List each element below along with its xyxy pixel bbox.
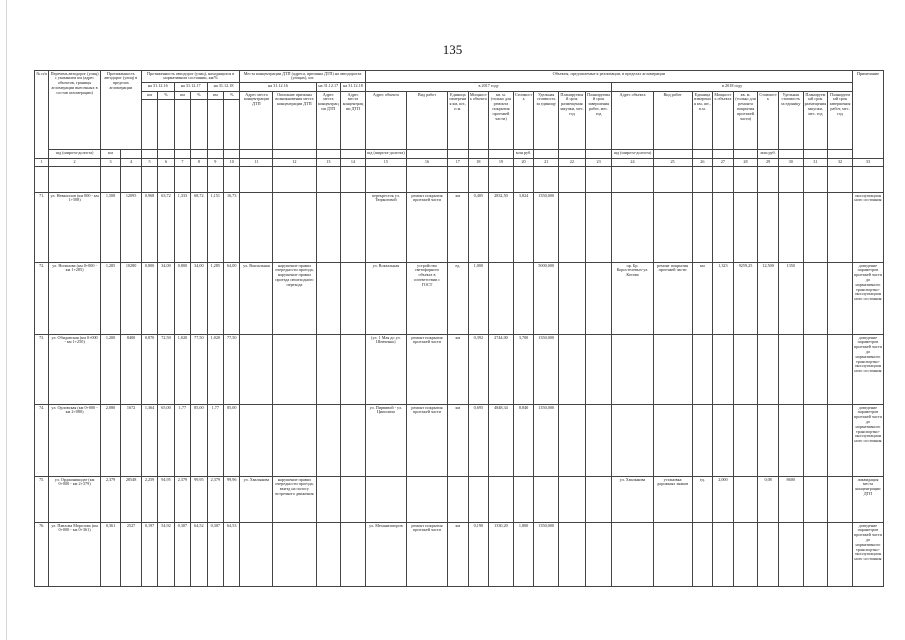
cell-v8: 99,95: [191, 477, 207, 523]
table-cell: [273, 405, 316, 477]
header-km-9: км: [207, 92, 223, 100]
header-dtp-address-2018: Адрес места концентрации ДТП: [341, 92, 366, 150]
cell-work: ремонт покрытия проезжей части: [406, 405, 447, 477]
cell-v5: 0,197: [141, 523, 157, 587]
cell-road: ул. Павлова Морозова (км 0+000 - км 0+361): [49, 523, 100, 587]
cell-dtp-reason: нарушение правил очередности проезда, выезд на полосу встречного движения: [273, 477, 316, 523]
cell-note: эксплуатационного состояния: [852, 193, 883, 263]
col-num: 4: [121, 159, 142, 167]
header-dtp-2016: на 31.12.16: [240, 83, 316, 92]
table-cell: [733, 477, 758, 523]
cell-work2018: ремонт покрытия проезжей части: [653, 263, 692, 335]
table-cell: [803, 193, 828, 263]
header-cost: Стоимость: [513, 92, 534, 150]
table-cell: [803, 477, 828, 523]
cell-v7: 2,379: [174, 477, 190, 523]
cell-power2018: 2,000: [713, 477, 734, 523]
cell-len: 1,285: [100, 263, 121, 335]
page-number: 135: [442, 42, 463, 57]
col-num: 2: [49, 159, 100, 167]
col-num: 10: [224, 159, 240, 167]
cell-power2018: 1,323: [713, 263, 734, 335]
cell-v10: 99,96: [224, 477, 240, 523]
cell-cost: 8,840: [513, 405, 534, 477]
table-cell: [758, 335, 779, 405]
cell-power: 0,392: [468, 335, 489, 405]
cell-v9: 1,285: [207, 263, 223, 335]
cell-v5: 0,870: [141, 335, 157, 405]
table-cell: [653, 523, 692, 587]
header-coord: шд (широта-долгота): [49, 150, 100, 159]
table-cell: [316, 263, 341, 335]
table-cell: [758, 193, 779, 263]
table-cell: [828, 263, 853, 335]
cell-unitcost: 5000,000: [534, 263, 559, 335]
header-note: Примечание: [852, 71, 883, 159]
cell-unitcost: 1350,000: [534, 523, 559, 587]
cell-v6: 63,72: [158, 193, 174, 263]
table-cell: [316, 335, 341, 405]
table-cell: [778, 335, 803, 405]
cell-work2018: установка дорожных знаков: [653, 477, 692, 523]
header-tender-date: Планируемый срок размещения закупки, мес. год: [558, 92, 585, 150]
table-cell: [341, 477, 366, 523]
table-cell: [341, 335, 366, 405]
table-cell: [828, 523, 853, 587]
header-objects: Объекты, предлагаемые к реализации, в пределах агломерации: [365, 71, 852, 83]
header-sqm: кв. м. (только для ремонта покрытия проезжей части): [489, 92, 514, 150]
cell-v10: 77,50: [224, 335, 240, 405]
cell-v10: 85,00: [224, 405, 240, 477]
cell-v9: 0,307: [207, 523, 223, 587]
cell-v10: 64,00: [224, 263, 240, 335]
header-power-2018: Мощность объекта: [713, 92, 734, 150]
cell-note: доведение параметров проезжей части до нормативного транспортно-эксплуатационного состояния: [852, 263, 883, 335]
header-row-5: [35, 150, 884, 159]
table-cell: [692, 193, 713, 263]
table-cell: [240, 523, 273, 587]
cell-n: 73.: [35, 335, 49, 405]
table-cell: [558, 193, 585, 263]
table-cell: [273, 335, 316, 405]
header-at-2018: на 31.12.18: [207, 83, 240, 92]
cell-unit: ед.: [448, 263, 469, 335]
col-num: 13: [316, 159, 341, 167]
col-num: 22: [558, 159, 585, 167]
header-dtp: Места концентрации ДТП (адреса, причины ДТП) на автодорогах (улицах), шт.: [240, 71, 365, 83]
col-num: 33: [852, 159, 883, 167]
col-num: 3: [100, 159, 121, 167]
cell-v9: 1,151: [207, 193, 223, 263]
table-cell: [733, 405, 758, 477]
cell-unit2018: км: [692, 263, 713, 335]
col-num: 28: [733, 159, 758, 167]
cell-road: ул. Орловская (км 0+000 - км 2+080): [49, 405, 100, 477]
table-cell: [803, 523, 828, 587]
cell-addr2018: ул. Хвалыкова: [612, 477, 653, 523]
cell-unit: км: [448, 405, 469, 477]
table-cell: [240, 335, 273, 405]
table-cell: [558, 335, 585, 405]
cell-work: ремонт покрытия проезжей части: [406, 193, 447, 263]
cell-sqm: 4848,34: [489, 405, 514, 477]
cell-dtp-addr: ул. Хвалыкова: [240, 477, 273, 523]
cell-v7: 1,77: [174, 405, 190, 477]
header-len-km: км: [100, 150, 121, 159]
table-cell: [713, 193, 734, 263]
cell-unit: км: [448, 335, 469, 405]
cell-power: 0,695: [468, 405, 489, 477]
objects-table: [34, 70, 884, 587]
header-unit-cost-2018: Удельная стоимость за единицу: [778, 92, 803, 150]
cell-cost2018: 0,08: [758, 477, 779, 523]
header-dtp-reason: Описание причины возникновения места концентрации ДТП: [273, 92, 316, 150]
cell-v8: 68,72: [191, 193, 207, 263]
table-cell: [341, 193, 366, 263]
cell-cost: 3,700: [513, 335, 534, 405]
cell-v5: 2,259: [141, 477, 157, 523]
cell-v8: 64,52: [191, 523, 207, 587]
cell-v7: 0,307: [174, 523, 190, 587]
cell-v5: 0,800: [141, 263, 157, 335]
cell-unit: км: [448, 523, 469, 587]
table-cell: [240, 405, 273, 477]
cell-sqm2018: 9259,25: [733, 263, 758, 335]
table-cell: [365, 477, 406, 523]
col-num: 11: [240, 159, 273, 167]
header-row-2: [35, 83, 884, 92]
table-cell: [316, 477, 341, 523]
cell-len: 1,200: [100, 335, 121, 405]
cell-note: ликвидация места концентрации ДТП: [852, 477, 883, 523]
cell-n: 75.: [35, 477, 49, 523]
table-cell: [653, 405, 692, 477]
cell-addr: перекресток ул. Тюркоговой: [365, 193, 406, 263]
col-num: 27: [713, 159, 734, 167]
cell-n: 76.: [35, 523, 49, 587]
cell-dtp-addr: ул. Вокзальная: [240, 263, 273, 335]
header-cost-unit-2018: млн руб.: [758, 150, 779, 159]
col-num: 15: [365, 159, 406, 167]
table-cell: [240, 193, 273, 263]
cell-n: 72.: [35, 263, 49, 335]
header-unit-2018: Единица измерения км, шт., п.м.: [692, 92, 713, 150]
col-num: 18: [468, 159, 489, 167]
table-cell: [828, 193, 853, 263]
cell-unitcost2018: 8600: [778, 477, 803, 523]
table-cell: [733, 193, 758, 263]
table-cell: [558, 523, 585, 587]
table-cell: [585, 523, 612, 587]
table-cell: [316, 193, 341, 263]
cell-addr: ул. Пирвивой - ул. Ципилича: [365, 405, 406, 477]
cell-note: доведение параметров проезжей части до нормативного транспортно-эксплуатационного состояния: [852, 523, 883, 587]
table-cell: [316, 405, 341, 477]
table-cell: [534, 477, 559, 523]
cell-v6: 54,92: [158, 523, 174, 587]
col-num: 29: [758, 159, 779, 167]
cell-v10: 16,73: [224, 193, 240, 263]
table-cell: [585, 335, 612, 405]
table-cell: [341, 405, 366, 477]
header-km-5: км: [141, 92, 157, 100]
cell-unit: км: [448, 193, 469, 263]
table-row: [35, 477, 884, 523]
table-cell: [653, 335, 692, 405]
cell-km2: 12095: [121, 193, 142, 263]
table-cell: [406, 477, 447, 523]
table-cell: [273, 523, 316, 587]
table-cell: [828, 477, 853, 523]
table-cell: [692, 335, 713, 405]
document-table-sheet: [34, 70, 884, 625]
cell-cost: 1,800: [513, 523, 534, 587]
col-num: 24: [612, 159, 653, 167]
header-obj-address: Адрес объекта: [365, 92, 406, 150]
header-length: Протяженность автодорог (улиц) в пределах агломерации: [100, 71, 141, 150]
table-cell: [778, 523, 803, 587]
cell-len: 0,361: [100, 523, 121, 587]
cell-v8: 34,00: [191, 263, 207, 335]
cell-road: ул. Орджоникидзе (км 0+000 - км 2+379): [49, 477, 100, 523]
cell-n: 74.: [35, 405, 49, 477]
table-cell: [612, 523, 653, 587]
header-km-7: км: [174, 92, 190, 100]
cell-km2: 8400: [121, 335, 142, 405]
table-cell: [558, 477, 585, 523]
table-cell: [653, 193, 692, 263]
table-cell: [585, 405, 612, 477]
header-row-3: [35, 92, 884, 100]
col-num: 6: [158, 159, 174, 167]
header-normative: Протяженность автодорог (улиц), находящихся в нормативном состоянии, км/%: [141, 71, 240, 83]
cell-work: ремонт покрытия проезжей части: [406, 523, 447, 587]
table-cell: [273, 193, 316, 263]
header-work-type: Вид работ: [406, 92, 447, 150]
table-cell: [803, 263, 828, 335]
col-num: 17: [448, 159, 469, 167]
header-unit: Единица измерения км, шт., п.м.: [448, 92, 469, 150]
header-pct-6: %: [158, 92, 174, 100]
table-cell: [778, 193, 803, 263]
table-cell: [341, 263, 366, 335]
cell-km2: 28548: [121, 477, 142, 523]
table-row: [35, 335, 884, 405]
cell-len: 2,080: [100, 405, 121, 477]
table-cell: [733, 335, 758, 405]
header-pct-10: %: [224, 92, 240, 100]
cell-v9: 1,77: [207, 405, 223, 477]
col-num: 20: [513, 159, 534, 167]
cell-v5: 0,968: [141, 193, 157, 263]
table-cell: [489, 477, 514, 523]
table-cell: [828, 335, 853, 405]
header-at-2017: на 31.12.17: [174, 83, 207, 92]
cell-v9: 1,020: [207, 335, 223, 405]
col-num: 32: [828, 159, 853, 167]
col-num: 26: [692, 159, 713, 167]
table-cell: [585, 263, 612, 335]
cell-v8: 77,50: [191, 335, 207, 405]
table-cell: [513, 477, 534, 523]
cell-cost2018: 12,500: [758, 263, 779, 335]
cell-sqm: 2744,00: [489, 335, 514, 405]
col-num: 7: [174, 159, 190, 167]
table-cell: [692, 523, 713, 587]
table-cell: [612, 335, 653, 405]
cell-v6: 65,00: [158, 405, 174, 477]
cell-unitcost: 1350,000: [534, 335, 559, 405]
table-cell: [585, 193, 612, 263]
cell-note: доведение параметров проезжей части до нормативного транспортно-эксплуатационного состояния: [852, 335, 883, 405]
cell-len: 2,379: [100, 477, 121, 523]
header-coord-15: шд (широта-долгота): [365, 150, 406, 159]
table-cell: [803, 335, 828, 405]
header-power: Мощность объекта: [468, 92, 489, 150]
header-row-1: [35, 71, 884, 83]
header-cost-unit: млн руб.: [513, 150, 534, 159]
cell-addr2018: пр. Бр. Коростелевых-ул. Котова: [612, 263, 653, 335]
cell-v9: 2,379: [207, 477, 223, 523]
header-finish-date-2018: Планируемый срок завершения работ, мес. год: [828, 92, 853, 150]
col-num: 12: [273, 159, 316, 167]
col-num: 8: [191, 159, 207, 167]
cell-work: ремонт покрытия проезжей части: [406, 335, 447, 405]
cell-v5: 1,364: [141, 405, 157, 477]
column-number-row: [35, 159, 884, 167]
header-at-2016: на 31.12.16: [141, 83, 174, 92]
col-num: 9: [207, 159, 223, 167]
cell-v10: 64,53: [224, 523, 240, 587]
table-cell: [828, 405, 853, 477]
table-cell: [448, 477, 469, 523]
cell-sqm: 2832,50: [489, 193, 514, 263]
cell-note: доведение параметров проезжей части до нормативного транспортно-эксплуатационного состояния: [852, 405, 883, 477]
header-tender-date-2018: Планируемый срок размещения закупки, мес. год: [803, 92, 828, 150]
cell-addr: (ул. 1 Мая до ул. Шевченко): [365, 335, 406, 405]
col-num: 21: [534, 159, 559, 167]
table-cell: [341, 523, 366, 587]
cell-v6: 72,50: [158, 335, 174, 405]
table-cell: [316, 523, 341, 587]
table-cell: [733, 523, 758, 587]
cell-work: устройство светофорного объекта в соответствии с ГОСТ: [406, 263, 447, 335]
cell-v7: 0,800: [174, 263, 190, 335]
cell-power: 0,190: [468, 523, 489, 587]
header-dtp-address: Адрес места концентрации ДТП: [240, 92, 273, 150]
table-cell: [778, 405, 803, 477]
table-cell: [758, 405, 779, 477]
header-cost-2018: Стоимость: [758, 92, 779, 150]
header-pct-8: %: [191, 92, 207, 100]
cell-len: 1,508: [100, 193, 121, 263]
table-cell: [713, 523, 734, 587]
col-num: 5: [141, 159, 157, 167]
table-cell: [713, 335, 734, 405]
table-row-continuation: [35, 167, 884, 193]
cell-road: ул. Обидовская (км 0+000 - км 1+250): [49, 335, 100, 405]
header-num: № п/п: [35, 71, 49, 159]
table-cell: [692, 405, 713, 477]
table-cell: [468, 477, 489, 523]
table-cell: [612, 405, 653, 477]
table-cell: [758, 523, 779, 587]
binder-line: [6, 0, 7, 640]
cell-power: 1,000: [468, 263, 489, 335]
col-num: 14: [341, 159, 366, 167]
cell-v6: 94,95: [158, 477, 174, 523]
header-dtp-2018: на 31.12.18: [341, 83, 366, 92]
header-road: Перечень автодорог (улиц) с указанием км (адрес объектов, границы агломерации внесенных в состав агломерации): [49, 71, 100, 150]
table-row: [35, 523, 884, 587]
header-unit-cost: Удельная стоимость за единицу: [534, 92, 559, 150]
cell-dtp-reason: нарушение правил очередности проезда, нарушение правил проезда пешеходного перехода: [273, 263, 316, 335]
cell-km2: 1672: [121, 405, 142, 477]
header-dtp-address-2017: Адрес места концентрации ДТП: [316, 92, 341, 150]
table-row: [35, 405, 884, 477]
cell-power: 0,405: [468, 193, 489, 263]
header-obj-address-2018: Адрес объекта: [612, 92, 653, 150]
cell-addr: ул. Механизаторов: [365, 523, 406, 587]
table-cell: [585, 477, 612, 523]
col-num: 25: [653, 159, 692, 167]
cell-cost: 3,824: [513, 193, 534, 263]
header-work-type-2018: Вид работ: [653, 92, 692, 150]
table-row: [35, 263, 884, 335]
col-num: 23: [585, 159, 612, 167]
cell-v7: 1,020: [174, 335, 190, 405]
col-num: 1: [35, 159, 49, 167]
header-finish-date: Планируемый срок завершения работ, мес. год: [585, 92, 612, 150]
table-cell: [513, 263, 534, 335]
header-coord-24: шд (широта-долгота): [612, 150, 653, 159]
col-num: 19: [489, 159, 514, 167]
cell-unit2018: ед.: [692, 477, 713, 523]
cell-n: 71.: [35, 193, 49, 263]
cell-km2: 10280: [121, 263, 142, 335]
cell-km2: 2527: [121, 523, 142, 587]
header-year-2018: в 2018 году: [612, 83, 852, 92]
table-cell: [558, 405, 585, 477]
cell-v8: 85,00: [191, 405, 207, 477]
cell-unitcost2018: 1350: [778, 263, 803, 335]
table-cell: [713, 405, 734, 477]
table-row: [35, 193, 884, 263]
cell-v7: 1,333: [174, 193, 190, 263]
cell-addr: ул. Вокзальная: [365, 263, 406, 335]
col-num: 16: [406, 159, 447, 167]
header-dtp-2017: на 31.12.17: [316, 83, 341, 92]
table-cell: [558, 263, 585, 335]
header-year-2017: в 2017 году: [365, 83, 612, 92]
cell-road: ул. Невкиллов (км 000 - км 1+508): [49, 193, 100, 263]
cell-unitcost: 1350,000: [534, 405, 559, 477]
cell-v6: 34,00: [158, 263, 174, 335]
cell-road: ул. Ногинова (км 0+000 - км 1+285): [49, 263, 100, 335]
cell-unitcost: 1350,000: [534, 193, 559, 263]
table-cell: [803, 405, 828, 477]
cell-sqm: 1330,20: [489, 523, 514, 587]
table-cell: [489, 263, 514, 335]
col-num: 31: [803, 159, 828, 167]
col-num: 30: [778, 159, 803, 167]
header-sqm-2018: кв. м. (только для ремонта покрытия проезжей части): [733, 92, 758, 150]
table-cell: [612, 193, 653, 263]
